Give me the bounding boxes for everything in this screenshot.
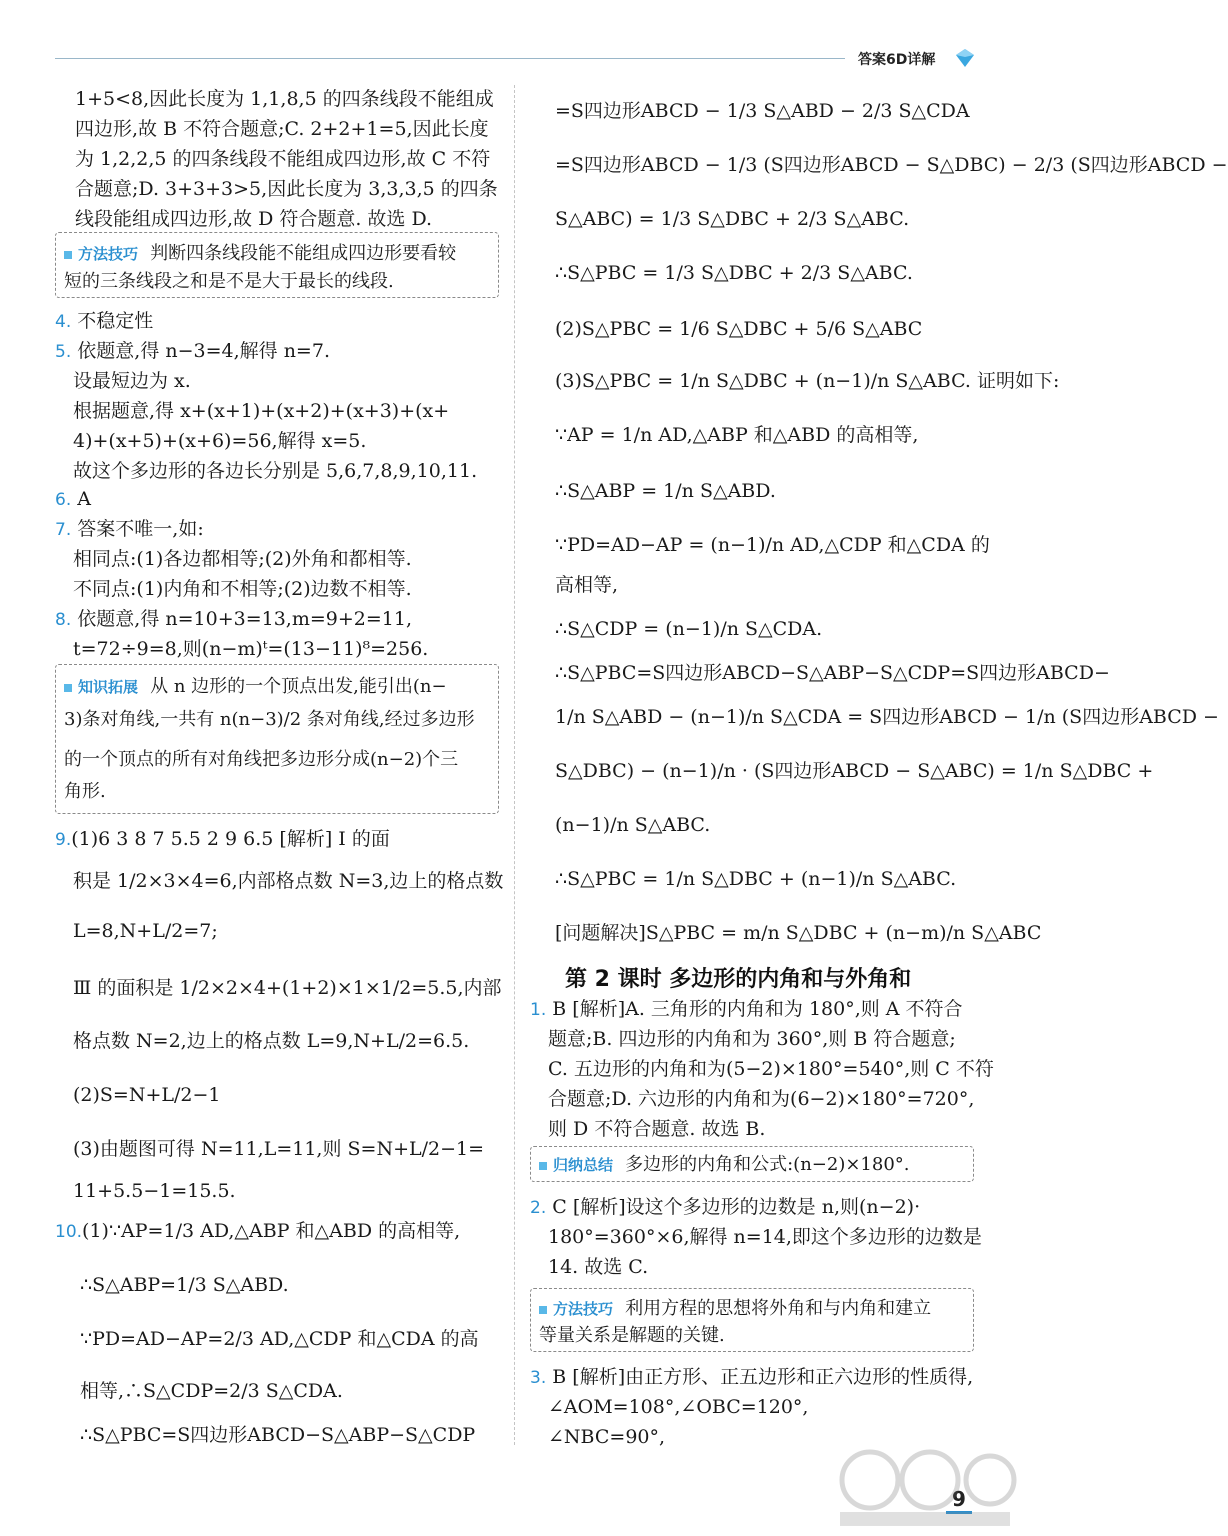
text-line: ∴S△PBC=S四边形ABCD−S△ABP−S△CDP	[80, 1424, 476, 1446]
text-line: 线段能组成四边形,故 D 符合题意. 故选 D.	[75, 208, 433, 230]
text-line: 4)+(x+5)+(x+6)=56,解得 x=5.	[73, 430, 367, 452]
text-line: 合题意;D. 六边形的内角和为(6−2)×180°=720°,	[548, 1088, 975, 1110]
text-line: Ⅲ 的面积是 1/2×2×4+(1+2)×1×1/2=5.5,内部	[73, 977, 502, 999]
text-line: =S四边形ABCD − 1/3 S△ABD − 2/3 S△CDA	[555, 100, 970, 122]
text-line: 11+5.5−1=15.5.	[73, 1180, 236, 1202]
text-line: 合题意;D. 3+3+3>5,因此长度为 3,3,3,5 的四条	[75, 178, 498, 200]
text-line: 不同点:(1)内角和不相等;(2)边数不相等.	[73, 578, 412, 600]
tip-text: 短的三条线段之和是不是大于最长的线段.	[64, 271, 394, 292]
watermark-logo	[830, 1440, 1020, 1530]
text-line: 14. 故选 C.	[548, 1256, 649, 1278]
text-line: S△DBC) − (n−1)/n · (S四边形ABCD − S△ABC) = 1/n S△DBC +	[555, 760, 1154, 782]
text-line: 为 1,2,2,5 的四条线段不能组成四边形,故 C 不符	[75, 148, 491, 170]
tip-text: 利用方程的思想将外角和与内角和建立	[625, 1298, 932, 1319]
tip-label: 知识拓展	[64, 678, 138, 696]
header-title: 答案6D详解	[858, 52, 936, 68]
answer-7: 7. 答案不唯一,如:	[55, 518, 204, 540]
tip-box-method	[55, 232, 499, 298]
answer-r1: 1. B [解析]A. 三角形的内角和为 180°,则 A 不符合	[530, 998, 963, 1020]
text-line: ∠NBC=90°,	[548, 1426, 666, 1448]
tip-box-knowledge	[55, 664, 499, 814]
text-line: (n−1)/n S△ABC.	[555, 814, 711, 836]
text-line: ∠AOM=108°,∠OBC=120°,	[548, 1396, 809, 1418]
text-line: 相同点:(1)各边都相等;(2)外角和都相等.	[73, 548, 412, 570]
text-line: 积是 1/2×3×4=6,内部格点数 N=3,边上的格点数	[73, 870, 504, 892]
text-line: ∴S△PBC=S四边形ABCD−S△ABP−S△CDP=S四边形ABCD−	[555, 662, 1110, 684]
text-line: 180°=360°×6,解得 n=14,即这个多边形的边数是	[548, 1226, 982, 1248]
text-line: 四边形,故 B 不符合题意;C. 2+2+1=5,因此长度	[75, 118, 489, 140]
tip-label: 方法技巧	[64, 245, 138, 263]
text-line: [问题解决]S△PBC = m/n S△DBC + (n−m)/n S△ABC	[555, 922, 1042, 944]
text-line: ∵PD=AD−AP=2/3 AD,△CDP 和△CDA 的高	[80, 1328, 479, 1350]
text-line: 设最短边为 x.	[73, 370, 191, 392]
tip-text: 多边形的内角和公式:(n−2)×180°.	[625, 1154, 910, 1175]
text-line: ∵PD=AD−AP = (n−1)/n AD,△CDP 和△CDA 的	[555, 534, 990, 556]
answer-8: 8. 依题意,得 n=10+3=13,m=9+2=11,	[55, 608, 413, 630]
text-line: ∴S△PBC = 1/n S△DBC + (n−1)/n S△ABC.	[555, 868, 957, 890]
text-line: (3)S△PBC = 1/n S△DBC + (n−1)/n S△ABC. 证明如下:	[555, 370, 1060, 392]
header-rule	[55, 58, 845, 59]
tip-box-method-2	[530, 1288, 974, 1352]
answer-9: 9.(1)6 3 8 7 5.5 2 9 6.5 [解析] Ⅰ 的面	[55, 828, 390, 850]
tip-text: 3)条对角线,一共有 n(n−3)/2 条对角线,经过多边形	[64, 709, 475, 730]
text-line: (2)S△PBC = 1/6 S△DBC + 5/6 S△ABC	[555, 318, 923, 340]
text-line: C. 五边形的内角和为(5−2)×180°=540°,则 C 不符	[548, 1058, 994, 1080]
text-line: 相等,∴S△CDP=2/3 S△CDA.	[80, 1380, 343, 1402]
tip-box-summary	[530, 1146, 974, 1182]
answer-10: 10.(1)∵AP=1/3 AD,△ABP 和△ABD 的高相等,	[55, 1220, 461, 1242]
text-line: ∵AP = 1/n AD,△ABP 和△ABD 的高相等,	[555, 424, 919, 446]
text-line: 格点数 N=2,边上的格点数 L=9,N+L/2=6.5.	[73, 1030, 470, 1052]
text-line: 1+5<8,因此长度为 1,1,8,5 的四条线段不能组成	[75, 88, 494, 110]
answer-6: 6. A	[55, 488, 92, 510]
answer-r2: 2. C [解析]设这个多边形的边数是 n,则(n−2)·	[530, 1196, 921, 1218]
tip-text: 从 n 边形的一个顶点出发,能引出(n−	[150, 676, 447, 697]
section-title: 第 2 课时 多边形的内角和与外角和	[565, 967, 912, 992]
text-line: 1/n S△ABD − (n−1)/n S△CDA = S四边形ABCD − 1/n (S四边形ABCD −	[555, 706, 1219, 728]
text-line: ∴S△ABP = 1/n S△ABD.	[555, 480, 776, 502]
answer-r3: 3. B [解析]由正方形、正五边形和正六边形的性质得,	[530, 1366, 974, 1388]
text-line: 高相等,	[555, 574, 619, 596]
tip-label: 归纳总结	[539, 1156, 613, 1174]
text-line: 题意;B. 四边形的内角和为 360°,则 B 符合题意;	[548, 1028, 956, 1050]
text-line: 根据题意,得 x+(x+1)+(x+2)+(x+3)+(x+	[73, 400, 450, 422]
text-line: ∴S△ABP=1/3 S△ABD.	[80, 1274, 289, 1296]
column-divider	[514, 85, 515, 1445]
tip-text: 角形.	[64, 781, 106, 802]
text-line: (2)S=N+L/2−1	[73, 1084, 221, 1106]
tip-text: 判断四条线段能不能组成四边形要看较	[150, 243, 457, 264]
answer-5: 5. 依题意,得 n−3=4,解得 n=7.	[55, 340, 330, 362]
text-line: =S四边形ABCD − 1/3 (S四边形ABCD − S△DBC) − 2/3 (S四边形ABCD −	[555, 154, 1228, 176]
answer-4: 4. 不稳定性	[55, 310, 154, 332]
tip-text: 的一个顶点的所有对角线把多边形分成(n−2)个三	[64, 749, 459, 770]
gem-icon	[955, 48, 975, 68]
tip-text: 等量关系是解题的关键.	[539, 1325, 725, 1346]
text-line: 故这个多边形的各边长分别是 5,6,7,8,9,10,11.	[73, 460, 478, 482]
text-line: (3)由题图可得 N=11,L=11,则 S=N+L/2−1=	[73, 1138, 485, 1160]
text-line: ∴S△PBC = 1/3 S△DBC + 2/3 S△ABC.	[555, 262, 913, 284]
text-line: t=72÷9=8,则(n−m)ᵗ=(13−11)⁸=256.	[73, 638, 429, 660]
text-line: S△ABC) = 1/3 S△DBC + 2/3 S△ABC.	[555, 208, 910, 230]
text-line: L=8,N+L/2=7;	[73, 920, 218, 942]
page-number: 9	[946, 1487, 972, 1514]
text-line: ∴S△CDP = (n−1)/n S△CDA.	[555, 618, 823, 640]
tip-label: 方法技巧	[539, 1300, 613, 1318]
text-line: 则 D 不符合题意. 故选 B.	[548, 1118, 766, 1140]
